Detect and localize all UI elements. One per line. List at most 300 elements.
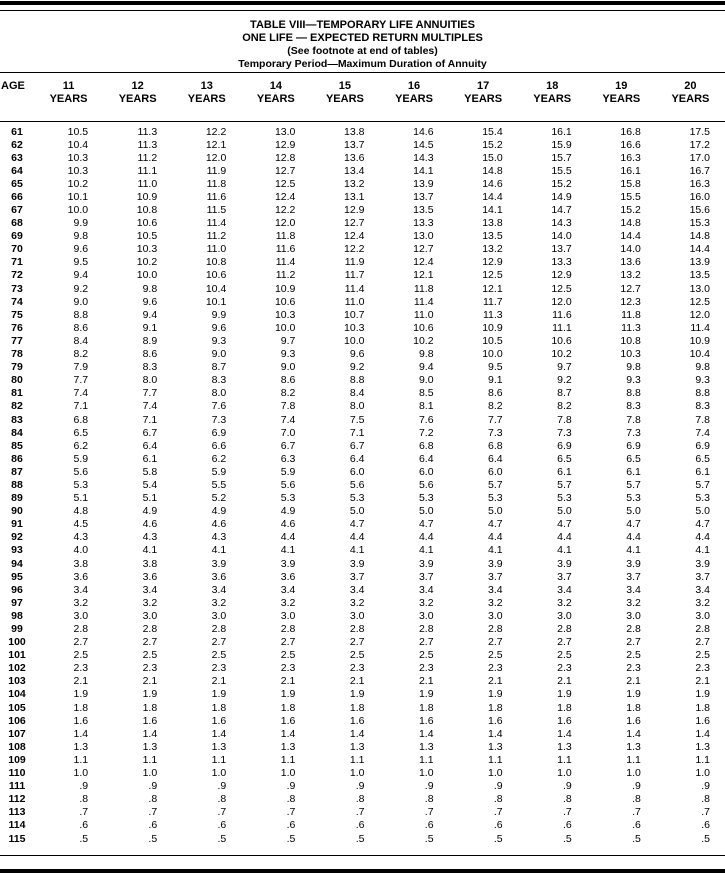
age-cell: 63 bbox=[11, 151, 23, 164]
multiple-value-cell: 8.3 bbox=[211, 374, 227, 387]
multiple-value-cell: 1.9 bbox=[349, 688, 365, 701]
multiple-value-cell: 11.7 bbox=[344, 269, 365, 282]
multiple-value-cell: .6 bbox=[562, 819, 572, 832]
multiple-value-cell: 9.8 bbox=[142, 282, 158, 295]
multiple-value-cell: 13.0 bbox=[413, 230, 434, 243]
multiple-value-cell: 10.9 bbox=[274, 282, 296, 295]
age-cell: 96 bbox=[11, 583, 23, 596]
year-column-header bbox=[587, 73, 656, 122]
multiple-value-cell: 2.3 bbox=[280, 662, 296, 675]
year-column-header bbox=[103, 73, 172, 122]
multiple-value-cell: 10.5 bbox=[67, 126, 89, 138]
multiple-value-cell: 9.2 bbox=[73, 282, 89, 295]
multiple-value-cell: 10.7 bbox=[344, 308, 365, 321]
multiple-value-cell: 13.6 bbox=[344, 151, 365, 164]
multiple-value-cell: 12.2 bbox=[205, 126, 227, 138]
multiple-value-cell: 11.8 bbox=[413, 282, 434, 295]
table-row bbox=[0, 361, 725, 374]
multiple-value-cell: 13.7 bbox=[551, 243, 572, 256]
multiple-value-cell: 9.3 bbox=[695, 374, 710, 387]
age-cell: 108 bbox=[8, 740, 26, 753]
multiple-value-cell: 2.3 bbox=[73, 662, 89, 675]
multiple-value-cell: 10.6 bbox=[274, 295, 296, 308]
multiple-value-cell: 5.7 bbox=[626, 478, 641, 491]
multiple-value-cell: 9.9 bbox=[211, 308, 227, 321]
multiple-value-cell: 3.4 bbox=[211, 583, 227, 596]
multiple-value-cell: 1.0 bbox=[695, 767, 710, 780]
multiple-value-cell: 9.8 bbox=[73, 230, 89, 243]
multiple-value-cell: 15.0 bbox=[482, 151, 503, 164]
multiple-value-cell: 2.7 bbox=[211, 636, 227, 649]
multiple-value-cell: 5.9 bbox=[73, 452, 89, 465]
multiple-value-cell: 2.7 bbox=[280, 636, 296, 649]
multiple-value-cell: 2.3 bbox=[626, 662, 641, 675]
multiple-value-cell: .7 bbox=[562, 806, 572, 819]
multiple-value-cell: 16.0 bbox=[689, 190, 710, 203]
multiple-value-cell: 9.1 bbox=[488, 374, 503, 387]
age-cell: 71 bbox=[11, 256, 23, 269]
multiple-value-cell: 2.7 bbox=[488, 636, 503, 649]
multiple-value-cell: 4.4 bbox=[695, 531, 710, 544]
multiple-value-cell: 1.8 bbox=[211, 701, 227, 714]
multiple-value-cell: 1.0 bbox=[418, 767, 434, 780]
multiple-value-cell: 5.6 bbox=[280, 478, 296, 491]
multiple-value-cell: 6.6 bbox=[211, 439, 227, 452]
multiple-value-cell: 1.8 bbox=[488, 701, 503, 714]
multiple-value-cell: 5.0 bbox=[626, 505, 641, 518]
multiple-value-cell: 4.1 bbox=[280, 544, 296, 557]
multiple-value-cell: 3.4 bbox=[418, 583, 434, 596]
multiple-value-cell: 7.4 bbox=[695, 426, 710, 439]
table-row bbox=[0, 439, 725, 452]
multiple-value-cell: 1.3 bbox=[488, 740, 503, 753]
year-column-header bbox=[449, 73, 518, 122]
multiple-value-cell: 2.1 bbox=[418, 675, 434, 688]
multiple-value-cell: .8 bbox=[79, 793, 89, 806]
age-cell: 95 bbox=[11, 570, 23, 583]
multiple-value-cell: 10.4 bbox=[205, 282, 227, 295]
multiple-value-cell: 12.5 bbox=[551, 282, 572, 295]
multiple-value-cell: 1.1 bbox=[626, 753, 641, 766]
multiple-value-cell: 5.3 bbox=[73, 478, 89, 491]
year-unit-label: YEARS bbox=[671, 93, 710, 105]
multiple-value-cell: 9.5 bbox=[488, 361, 503, 374]
age-cell: 87 bbox=[11, 465, 23, 478]
bottom-thick-rule bbox=[0, 869, 725, 873]
multiple-value-cell: 7.6 bbox=[418, 413, 434, 426]
age-cell: 65 bbox=[11, 177, 23, 190]
multiple-value-cell: 13.0 bbox=[274, 126, 296, 138]
multiple-value-cell: 1.1 bbox=[349, 753, 365, 766]
multiple-value-cell: 16.3 bbox=[620, 151, 641, 164]
multiple-value-cell: 14.0 bbox=[620, 243, 641, 256]
multiple-value-cell: 4.7 bbox=[626, 518, 641, 531]
multiple-value-cell: 2.8 bbox=[280, 623, 296, 636]
multiple-value-cell: 1.1 bbox=[488, 753, 503, 766]
multiple-value-cell: 9.8 bbox=[418, 348, 434, 361]
multiple-value-cell: 15.5 bbox=[620, 190, 641, 203]
multiple-value-cell: 7.0 bbox=[280, 426, 296, 439]
multiple-value-cell: 3.2 bbox=[695, 596, 710, 609]
table-row bbox=[0, 596, 725, 609]
multiple-value-cell: 1.6 bbox=[280, 714, 296, 727]
multiple-value-cell: 10.3 bbox=[67, 164, 89, 177]
multiple-value-cell: .7 bbox=[217, 806, 227, 819]
multiple-value-cell: 1.6 bbox=[418, 714, 434, 727]
multiple-value-cell: 5.1 bbox=[73, 492, 89, 505]
multiple-value-cell: 9.0 bbox=[73, 295, 89, 308]
age-cell: 61 bbox=[11, 126, 23, 138]
multiple-value-cell: .5 bbox=[217, 832, 227, 845]
multiple-value-cell: 2.7 bbox=[626, 636, 641, 649]
multiple-value-cell: .9 bbox=[79, 780, 89, 793]
age-cell: 97 bbox=[11, 596, 23, 609]
age-cell: 92 bbox=[11, 531, 23, 544]
multiple-value-cell: 3.0 bbox=[626, 609, 641, 622]
multiple-value-cell: .5 bbox=[562, 832, 572, 845]
multiple-value-cell: 3.6 bbox=[211, 570, 227, 583]
multiple-value-cell: .8 bbox=[217, 793, 227, 806]
age-cell: 81 bbox=[11, 387, 23, 400]
multiple-value-cell: 6.8 bbox=[418, 439, 434, 452]
multiple-value-cell: 11.0 bbox=[206, 243, 227, 256]
multiple-value-cell: 1.4 bbox=[695, 727, 710, 740]
multiple-value-cell: 5.3 bbox=[488, 492, 503, 505]
multiple-value-cell: 5.0 bbox=[488, 505, 503, 518]
multiple-value-cell: 2.3 bbox=[488, 662, 503, 675]
multiple-value-cell: 1.8 bbox=[349, 701, 365, 714]
age-cell: 90 bbox=[11, 505, 23, 518]
age-cell: 107 bbox=[8, 727, 26, 740]
multiple-value-cell: 1.4 bbox=[349, 727, 365, 740]
age-cell: 66 bbox=[11, 190, 23, 203]
multiple-value-cell: 11.3 bbox=[137, 126, 158, 138]
multiple-value-cell: 1.9 bbox=[280, 688, 296, 701]
multiple-value-cell: 3.4 bbox=[626, 583, 641, 596]
multiple-value-cell: 13.3 bbox=[413, 217, 434, 230]
multiple-value-cell: 16.1 bbox=[620, 164, 641, 177]
multiple-value-cell: 5.3 bbox=[557, 492, 572, 505]
multiple-value-cell: 8.8 bbox=[626, 387, 641, 400]
multiple-value-cell: .9 bbox=[632, 780, 641, 793]
multiple-value-cell: 4.6 bbox=[142, 518, 158, 531]
age-cell: 75 bbox=[11, 308, 23, 321]
multiple-value-cell: 10.5 bbox=[136, 230, 158, 243]
multiple-value-cell: .8 bbox=[286, 793, 296, 806]
multiple-value-cell: 15.2 bbox=[551, 177, 572, 190]
multiple-value-cell: 4.6 bbox=[211, 518, 227, 531]
multiple-value-cell: 11.4 bbox=[206, 217, 227, 230]
multiple-value-cell: 16.6 bbox=[620, 138, 641, 151]
multiple-value-cell: 14.5 bbox=[413, 138, 434, 151]
table-row bbox=[0, 426, 725, 439]
multiple-value-cell: 16.1 bbox=[551, 126, 572, 138]
multiple-value-cell: 3.7 bbox=[557, 570, 572, 583]
multiple-value-cell: 8.7 bbox=[211, 361, 227, 374]
age-cell: 84 bbox=[11, 426, 23, 439]
multiple-value-cell: 5.0 bbox=[418, 505, 434, 518]
table-row bbox=[0, 177, 725, 190]
multiple-value-cell: 5.9 bbox=[211, 465, 227, 478]
multiple-value-cell: .8 bbox=[493, 793, 503, 806]
year-unit-label: YEARS bbox=[602, 93, 641, 105]
year-column-header bbox=[241, 73, 310, 122]
multiple-value-cell: .6 bbox=[632, 819, 641, 832]
multiple-value-cell: 4.7 bbox=[488, 518, 503, 531]
multiple-value-cell: 1.1 bbox=[280, 753, 296, 766]
multiple-value-cell: 1.9 bbox=[557, 688, 572, 701]
multiple-value-cell: 1.8 bbox=[626, 701, 641, 714]
multiple-value-cell: 2.1 bbox=[557, 675, 572, 688]
multiple-value-cell: 2.8 bbox=[488, 623, 503, 636]
age-cell: 77 bbox=[11, 334, 23, 347]
multiple-value-cell: 1.9 bbox=[142, 688, 158, 701]
age-cell: 101 bbox=[8, 649, 26, 662]
multiple-value-cell: 5.3 bbox=[695, 492, 710, 505]
multiple-value-cell: 4.7 bbox=[557, 518, 572, 531]
multiple-value-cell: 2.1 bbox=[142, 675, 158, 688]
multiple-value-cell: 17.2 bbox=[689, 138, 710, 151]
multiple-value-cell: 3.0 bbox=[488, 609, 503, 622]
multiple-value-cell: 3.0 bbox=[349, 609, 365, 622]
multiple-value-cell: 5.2 bbox=[211, 492, 227, 505]
multiple-value-cell: 2.8 bbox=[211, 623, 227, 636]
multiple-value-cell: 3.7 bbox=[488, 570, 503, 583]
multiple-value-cell: 13.9 bbox=[689, 256, 710, 269]
multiple-value-cell: 10.3 bbox=[136, 243, 158, 256]
multiple-value-cell: 12.5 bbox=[689, 295, 710, 308]
multiple-value-cell: 1.8 bbox=[557, 701, 572, 714]
table-row bbox=[0, 151, 725, 164]
header-row bbox=[0, 73, 725, 122]
multiple-value-cell: 4.4 bbox=[349, 531, 365, 544]
multiple-value-cell: 11.4 bbox=[690, 321, 710, 334]
multiple-value-cell: 10.3 bbox=[67, 151, 89, 164]
age-cell: 112 bbox=[8, 793, 26, 806]
multiple-value-cell: 11.4 bbox=[275, 256, 296, 269]
multiple-value-cell: 10.3 bbox=[344, 321, 365, 334]
multiple-value-cell: 1.0 bbox=[280, 767, 296, 780]
multiple-value-cell: 1.6 bbox=[626, 714, 641, 727]
multiple-value-cell: 3.9 bbox=[695, 557, 710, 570]
age-cell: 73 bbox=[11, 282, 23, 295]
table-row bbox=[0, 505, 725, 518]
multiple-value-cell: 1.1 bbox=[418, 753, 434, 766]
table-row bbox=[0, 295, 725, 308]
multiple-value-cell: 4.5 bbox=[73, 518, 89, 531]
multiple-value-cell: .5 bbox=[632, 832, 641, 845]
multiple-value-cell: .6 bbox=[493, 819, 503, 832]
multiple-value-cell: 14.8 bbox=[689, 230, 710, 243]
multiple-value-cell: .9 bbox=[355, 780, 365, 793]
multiple-value-cell: 3.0 bbox=[280, 609, 296, 622]
multiple-value-cell: 3.9 bbox=[280, 557, 296, 570]
table-row bbox=[0, 122, 725, 139]
multiple-value-cell: 6.5 bbox=[695, 452, 710, 465]
multiple-value-cell: 6.0 bbox=[349, 465, 365, 478]
table-row bbox=[0, 256, 725, 269]
multiple-value-cell: 6.2 bbox=[211, 452, 227, 465]
age-cell: 82 bbox=[11, 400, 23, 413]
year-number: 16 bbox=[407, 80, 421, 92]
multiple-value-cell: 2.1 bbox=[280, 675, 296, 688]
multiple-value-cell: 14.1 bbox=[482, 204, 503, 217]
age-cell: 94 bbox=[11, 557, 23, 570]
multiple-value-cell: 3.9 bbox=[211, 557, 227, 570]
multiple-value-cell: 2.3 bbox=[557, 662, 572, 675]
multiple-value-cell: 2.1 bbox=[626, 675, 641, 688]
age-cell: 83 bbox=[11, 413, 23, 426]
multiple-value-cell: 10.6 bbox=[136, 217, 158, 230]
table-row bbox=[0, 753, 725, 766]
multiple-value-cell: 8.4 bbox=[73, 334, 89, 347]
multiple-value-cell: 3.7 bbox=[695, 570, 710, 583]
table-row bbox=[0, 688, 725, 701]
annuity-multiples-table bbox=[0, 72, 725, 845]
multiple-value-cell: 12.4 bbox=[274, 190, 296, 203]
multiple-value-cell: 9.7 bbox=[557, 361, 572, 374]
year-number: 14 bbox=[269, 80, 282, 92]
multiple-value-cell: 13.8 bbox=[344, 126, 365, 138]
year-unit-label: YEARS bbox=[49, 93, 88, 105]
multiple-value-cell: 3.4 bbox=[280, 583, 296, 596]
multiple-value-cell: 7.7 bbox=[488, 413, 503, 426]
table-row bbox=[0, 230, 725, 243]
multiple-value-cell: 1.4 bbox=[142, 727, 158, 740]
multiple-value-cell: 1.1 bbox=[557, 753, 572, 766]
multiple-value-cell: 10.0 bbox=[136, 269, 158, 282]
multiple-value-cell: 13.7 bbox=[413, 190, 434, 203]
table-row bbox=[0, 662, 725, 675]
multiple-value-cell: 2.5 bbox=[557, 649, 572, 662]
multiple-value-cell: 8.2 bbox=[488, 400, 503, 413]
multiple-value-cell: 13.5 bbox=[689, 269, 710, 282]
table-row bbox=[0, 531, 725, 544]
multiple-value-cell: 10.6 bbox=[205, 269, 227, 282]
multiple-value-cell: 12.2 bbox=[344, 243, 365, 256]
age-cell: 113 bbox=[8, 806, 26, 819]
multiple-value-cell: 6.7 bbox=[349, 439, 365, 452]
multiple-value-cell: 2.5 bbox=[418, 649, 434, 662]
multiple-value-cell: 1.3 bbox=[626, 740, 641, 753]
multiple-value-cell: 10.9 bbox=[136, 190, 158, 203]
multiple-value-cell: 1.4 bbox=[626, 727, 641, 740]
multiple-value-cell: 2.8 bbox=[626, 623, 641, 636]
multiple-value-cell: 10.0 bbox=[344, 334, 365, 347]
multiple-value-cell: 13.3 bbox=[551, 256, 572, 269]
age-cell: 64 bbox=[11, 164, 23, 177]
multiple-value-cell: 7.8 bbox=[695, 413, 710, 426]
multiple-value-cell: 3.6 bbox=[73, 570, 89, 583]
multiple-value-cell: .9 bbox=[217, 780, 227, 793]
multiple-value-cell: 9.8 bbox=[626, 361, 641, 374]
age-cell: 93 bbox=[11, 544, 23, 557]
table-row bbox=[0, 819, 725, 832]
table-row bbox=[0, 780, 725, 793]
year-unit-label: YEARS bbox=[325, 93, 364, 105]
table-row bbox=[0, 348, 725, 361]
multiple-value-cell: .7 bbox=[632, 806, 641, 819]
multiple-value-cell: .5 bbox=[79, 832, 89, 845]
multiple-value-cell: 14.7 bbox=[551, 204, 572, 217]
multiple-value-cell: .8 bbox=[632, 793, 641, 806]
multiple-value-cell: 3.0 bbox=[211, 609, 227, 622]
multiple-value-cell: 1.8 bbox=[142, 701, 158, 714]
multiple-value-cell: 12.0 bbox=[205, 151, 227, 164]
multiple-value-cell: 9.5 bbox=[73, 256, 89, 269]
multiple-value-cell: 3.2 bbox=[418, 596, 434, 609]
multiple-value-cell: 16.7 bbox=[689, 164, 710, 177]
multiple-value-cell: 7.4 bbox=[73, 387, 89, 400]
multiple-value-cell: 2.5 bbox=[142, 649, 158, 662]
multiple-value-cell: .7 bbox=[701, 806, 710, 819]
multiple-value-cell: .6 bbox=[217, 819, 227, 832]
year-number: 18 bbox=[546, 80, 559, 92]
multiple-value-cell: 13.2 bbox=[620, 269, 641, 282]
multiple-value-cell: 11.0 bbox=[413, 308, 434, 321]
multiple-value-cell: 8.0 bbox=[142, 374, 158, 387]
table-row bbox=[0, 334, 725, 347]
multiple-value-cell: 12.5 bbox=[482, 269, 503, 282]
multiple-value-cell: 3.2 bbox=[626, 596, 641, 609]
multiple-value-cell: 6.5 bbox=[626, 452, 641, 465]
multiple-value-cell: 7.3 bbox=[488, 426, 503, 439]
multiple-value-cell: 11.1 bbox=[552, 321, 572, 334]
multiple-value-cell: 10.2 bbox=[551, 348, 572, 361]
multiple-value-cell: 2.5 bbox=[211, 649, 227, 662]
multiple-value-cell: 3.7 bbox=[626, 570, 641, 583]
multiple-value-cell: 5.1 bbox=[142, 492, 158, 505]
multiple-value-cell: 10.2 bbox=[136, 256, 158, 269]
multiple-value-cell: 2.5 bbox=[626, 649, 641, 662]
multiple-value-cell: 3.0 bbox=[73, 609, 89, 622]
multiple-value-cell: 14.4 bbox=[620, 230, 641, 243]
multiple-value-cell: 4.7 bbox=[418, 518, 434, 531]
multiple-value-cell: 1.6 bbox=[349, 714, 365, 727]
multiple-value-cell: 10.4 bbox=[67, 138, 89, 151]
multiple-value-cell: 4.6 bbox=[280, 518, 296, 531]
multiple-value-cell: 2.7 bbox=[418, 636, 434, 649]
multiple-value-cell: 12.0 bbox=[551, 295, 572, 308]
multiple-value-cell: 5.3 bbox=[418, 492, 434, 505]
multiple-value-cell: 12.0 bbox=[689, 308, 710, 321]
multiple-value-cell: 8.2 bbox=[280, 387, 296, 400]
multiple-value-cell: 1.8 bbox=[280, 701, 296, 714]
multiple-value-cell: 13.9 bbox=[413, 177, 434, 190]
multiple-value-cell: 10.3 bbox=[274, 308, 296, 321]
multiple-value-cell: 4.1 bbox=[557, 544, 572, 557]
multiple-value-cell: 7.1 bbox=[349, 426, 365, 439]
table-row bbox=[0, 321, 725, 334]
multiple-value-cell: 2.7 bbox=[695, 636, 710, 649]
year-column-header bbox=[34, 73, 103, 122]
table-row bbox=[0, 413, 725, 426]
year-unit-label: YEARS bbox=[464, 93, 503, 105]
multiple-value-cell: 11.4 bbox=[413, 295, 434, 308]
multiple-value-cell: 4.0 bbox=[73, 544, 89, 557]
multiple-value-cell: 1.0 bbox=[211, 767, 227, 780]
multiple-value-cell: 1.9 bbox=[626, 688, 641, 701]
multiple-value-cell: 6.0 bbox=[488, 465, 503, 478]
multiple-value-cell: 8.3 bbox=[626, 400, 641, 413]
multiple-value-cell: .8 bbox=[424, 793, 434, 806]
age-cell: 76 bbox=[11, 321, 23, 334]
multiple-value-cell: 5.7 bbox=[695, 478, 710, 491]
table-row bbox=[0, 740, 725, 753]
multiple-value-cell: 3.0 bbox=[142, 609, 158, 622]
year-column-header bbox=[518, 73, 587, 122]
multiple-value-cell: 1.4 bbox=[211, 727, 227, 740]
